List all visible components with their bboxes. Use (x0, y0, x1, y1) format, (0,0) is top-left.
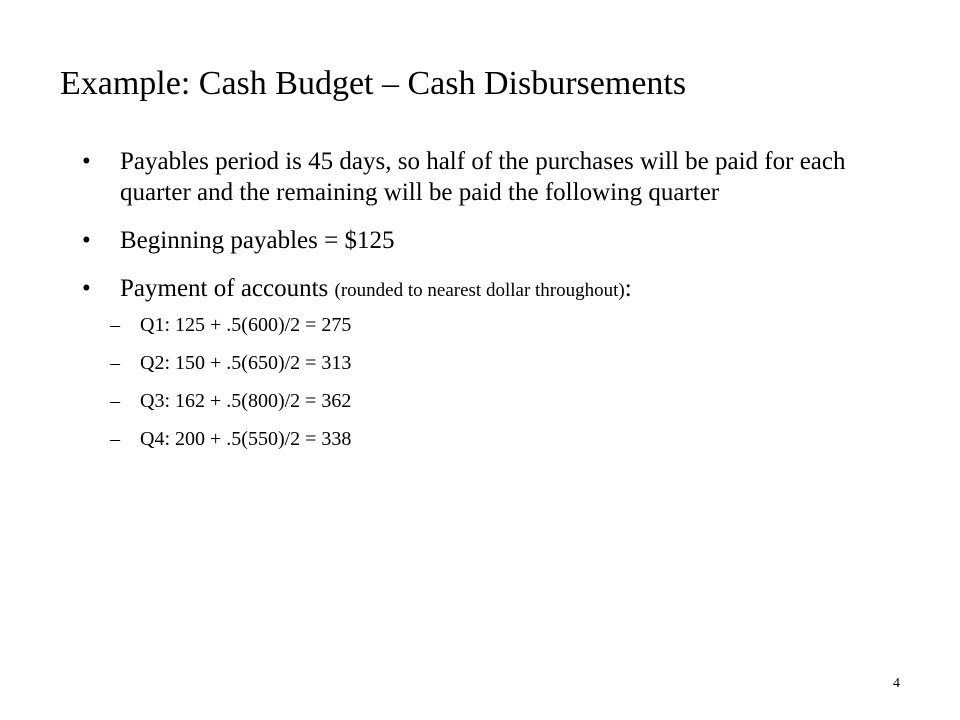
page-number: 4 (893, 676, 900, 691)
sub-item-text: Q2: 150 + .5(650)/2 = 313 (140, 352, 352, 374)
sub-item-q2 (110, 350, 882, 376)
payment-sublist (110, 312, 882, 452)
rounding-note: (rounded to nearest dollar throughout) (334, 280, 625, 301)
bullet-icon: • (82, 148, 91, 175)
sub-item-text: Q4: 200 + .5(550)/2 = 338 (140, 428, 352, 450)
dash-icon: – (110, 390, 120, 412)
sub-item-q3 (110, 388, 882, 414)
sub-item-text: Q1: 125 + .5(600)/2 = 275 (140, 314, 352, 336)
dash-icon: – (110, 314, 120, 336)
sub-item-q4 (110, 426, 882, 452)
dash-icon: – (110, 352, 120, 374)
sub-item-text: Q3: 162 + .5(800)/2 = 362 (140, 390, 352, 412)
bullet-text: Beginning payables = $125 (120, 227, 395, 254)
bullet-beginning-payables (82, 225, 882, 256)
sub-item-q1 (110, 312, 882, 338)
bullet-text (120, 273, 860, 306)
bullet-icon: • (82, 275, 91, 302)
dash-icon: – (110, 428, 120, 450)
bullet-payables-period (82, 146, 882, 208)
bullet-text: Payables period is 45 days, so half of the purchases will be paid for each quarter and the remaining will be paid the following quarter (120, 148, 846, 206)
payment-colon: : (624, 275, 632, 302)
bullet-payment-of-accounts (82, 273, 882, 452)
bullet-icon: • (82, 227, 91, 254)
slide-title: Example: Cash Budget – Cash Disbursements (60, 65, 687, 102)
payment-heading: Payment of accounts (120, 275, 329, 302)
bullet-list (82, 146, 882, 469)
